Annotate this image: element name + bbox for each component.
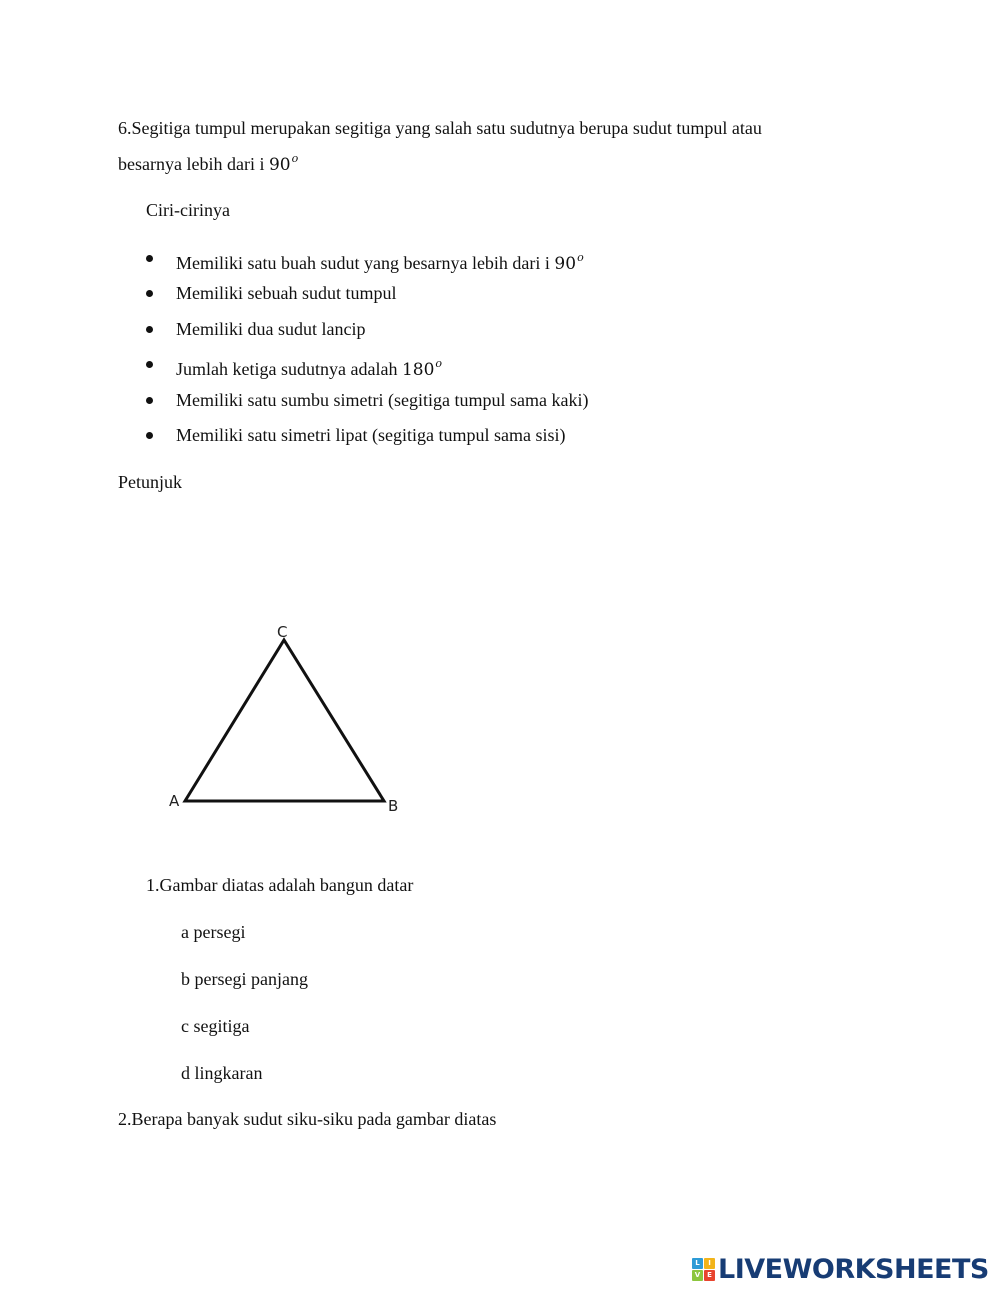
- features-list: [146, 246, 588, 458]
- list-item: Memiliki satu buah sudut yang besarnya lebih dari i 90$^o$: [146, 246, 588, 281]
- bullet-icon: [146, 432, 153, 439]
- list-item: Memiliki sebuah sudut tumpul: [146, 281, 588, 316]
- question-1: 1.Gambar diatas adalah bangun datar: [146, 875, 414, 895]
- question-2: 2.Berapa banyak sudut siku-siku pada gambar diatas: [118, 1109, 497, 1129]
- liveworksheets-logo: [692, 1254, 989, 1284]
- logo-block-l: L: [692, 1258, 703, 1269]
- list-item: Jumlah ketiga sudutnya adalah 180$^o$: [146, 352, 588, 387]
- bullet-icon: [146, 361, 153, 368]
- features-heading: Ciri-cirinya: [146, 200, 230, 220]
- option-b[interactable]: b persegi panjang: [181, 969, 308, 989]
- question-6-line-1: 6.Segitiga tumpul merupakan segitiga yang salah satu sudutnya berupa sudut tumpul atau: [118, 118, 762, 138]
- triangle-figure: [160, 615, 410, 820]
- bullet-icon: [146, 326, 153, 333]
- logo-block-e: E: [704, 1270, 715, 1281]
- logo-text: LIVEWORKSHEETS: [718, 1253, 989, 1285]
- logo-blocks-icon: [692, 1258, 715, 1281]
- list-item: Memiliki dua sudut lancip: [146, 317, 588, 352]
- option-d[interactable]: d lingkaran: [181, 1063, 263, 1083]
- logo-block-i: I: [704, 1258, 715, 1269]
- vertex-label-b: B: [388, 797, 399, 815]
- instruction-label: Petunjuk: [118, 472, 183, 492]
- option-c[interactable]: c segitiga: [181, 1016, 250, 1036]
- logo-block-v: V: [692, 1270, 703, 1281]
- list-item: Memiliki satu simetri lipat (segitiga tumpul sama sisi): [146, 423, 588, 458]
- degree-value: 90$^o$: [554, 251, 584, 274]
- bullet-icon: [146, 255, 153, 262]
- triangle-shape: [185, 640, 384, 801]
- degree-value: 180$^o$: [401, 357, 443, 381]
- vertex-label-c: C: [277, 623, 288, 641]
- list-item: Memiliki satu sumbu simetri (segitiga tumpul sama kaki): [146, 388, 588, 423]
- option-a[interactable]: a persegi: [181, 922, 246, 942]
- vertex-label-a: A: [169, 792, 180, 810]
- bullet-icon: [146, 290, 153, 297]
- question-6-line-2: [118, 152, 298, 175]
- degree-value: 90$^o$: [268, 152, 299, 175]
- question-6-line-2-text: besarnya lebih dari i: [118, 154, 265, 174]
- bullet-icon: [146, 397, 153, 404]
